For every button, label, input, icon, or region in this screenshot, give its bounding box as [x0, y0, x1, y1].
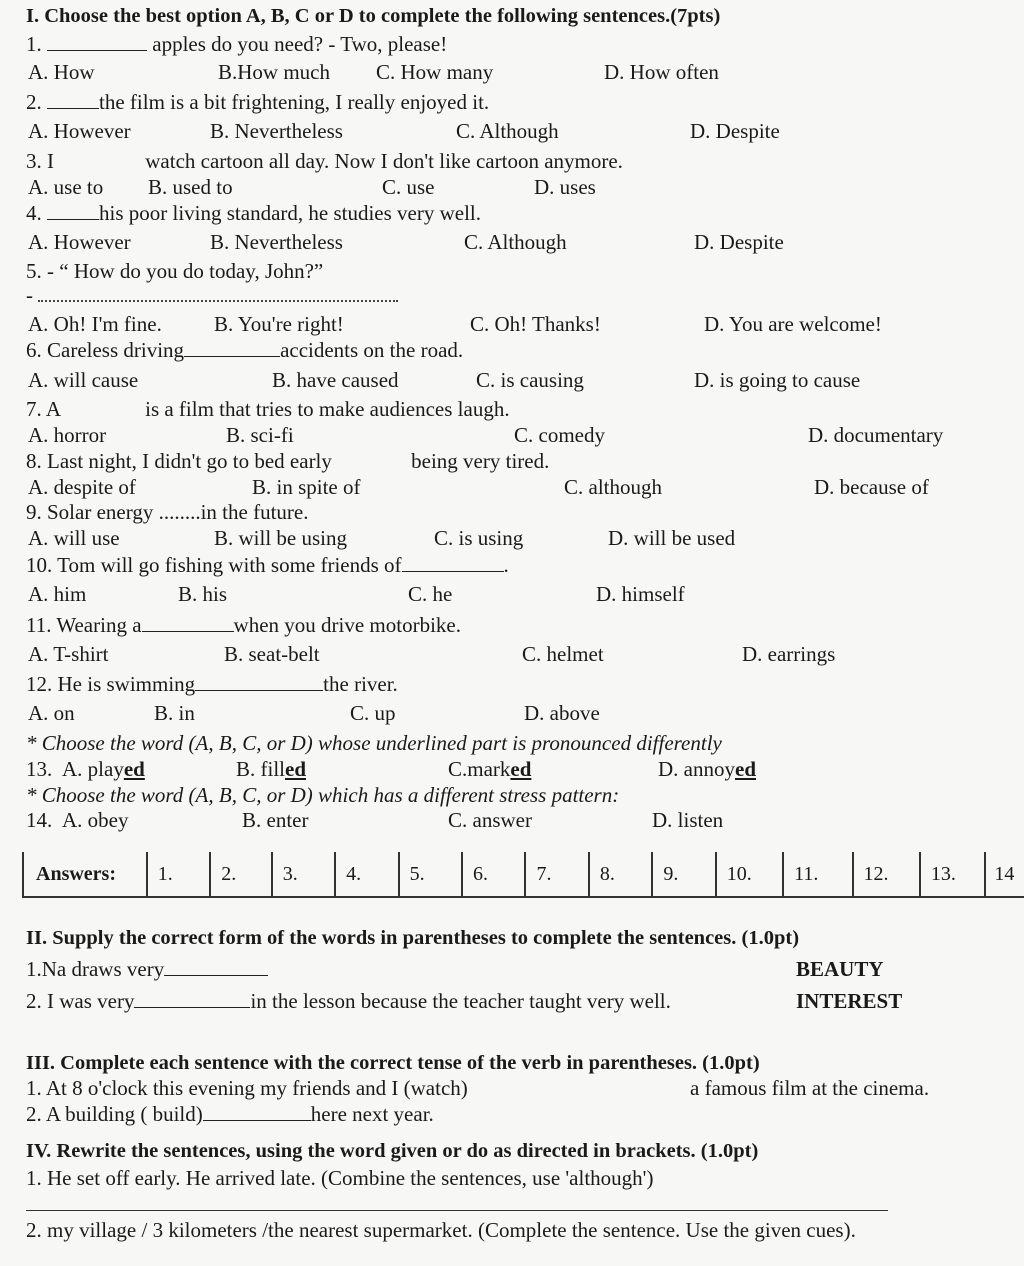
question-2: 2. the film is a bit frightening, I really enjoyed it.	[26, 90, 490, 114]
q12-option-c: C. up	[350, 701, 396, 725]
question-12: 12. He is swimming the river.	[26, 672, 398, 696]
q3-option-d: D. uses	[534, 175, 596, 199]
rewrite-answer-line[interactable]	[26, 1210, 888, 1211]
s2-question-2: 2. I was very in the lesson because the teacher taught very well.	[26, 989, 671, 1013]
answer-cell[interactable]: 6.	[463, 852, 526, 896]
s2-q1-word: BEAUTY	[796, 957, 884, 981]
q7-option-b: B. sci-fi	[226, 423, 294, 447]
answer-cell[interactable]: 14	[994, 862, 1015, 885]
answer-cell[interactable]: 8.	[590, 852, 653, 896]
q8-option-b: B. in spite of	[252, 475, 361, 499]
question-6: 6. Careless driving accidents on the road.	[26, 338, 464, 362]
q9-option-c: C. is using	[434, 526, 524, 550]
answer-blank[interactable]	[164, 959, 268, 976]
answer-cell[interactable]: 3.	[273, 852, 336, 896]
q8-option-c: C. although	[564, 475, 662, 499]
s4-question-1: 1. He set off early. He arrived late. (Combine the sentences, use 'although')	[26, 1166, 654, 1190]
underlined-part: ed	[510, 757, 532, 781]
q6-option-c: C. is causing	[476, 368, 584, 392]
answer-blank[interactable]	[142, 615, 234, 632]
q13-option-d: D. annoyed	[658, 757, 756, 781]
dotted-answer-line[interactable]	[38, 290, 398, 302]
q13-option-c: C.marked	[448, 757, 532, 781]
q12-option-a: A. on	[28, 701, 75, 725]
s3-question-2: 2. A building ( build) here next year.	[26, 1102, 434, 1126]
q12-option-b: B. in	[154, 701, 195, 725]
q10-option-d: D. himself	[596, 582, 685, 606]
answer-cell[interactable]: 7.	[526, 852, 589, 896]
underlined-part: ed	[735, 757, 756, 781]
q1-option-c: C. How many	[376, 60, 494, 84]
q14-option-b: B. enter	[242, 808, 309, 832]
answers-label: Answers:	[24, 852, 148, 896]
q7-option-a: A. horror	[28, 423, 107, 447]
q5-option-b: B. You're right!	[214, 312, 344, 336]
q6-option-d: D. is going to cause	[694, 368, 861, 392]
underlined-part: ed	[285, 757, 307, 781]
answer-cell[interactable]: 5.	[400, 852, 463, 896]
q1-option-b: B.How much	[218, 60, 330, 84]
q8-option-d: D. because of	[814, 475, 929, 499]
question-5: 5. - “ How do you do today, John?”	[26, 259, 324, 283]
q3-option-c: C. use	[382, 175, 435, 199]
s3-question-1: 1. At 8 o'clock this evening my friends and I (watch)	[26, 1076, 468, 1100]
q8-option-a: A. despite of	[28, 475, 136, 499]
q11-option-d: D. earrings	[742, 642, 836, 666]
q6-option-b: B. have caused	[272, 368, 399, 392]
q6-option-a: A. will cause	[28, 368, 139, 392]
answer-cell[interactable]: 2.	[211, 852, 272, 896]
q10-option-a: A. him	[28, 582, 87, 606]
answer-cell[interactable]: 1.	[148, 852, 211, 896]
q10-option-b: B. his	[178, 582, 228, 606]
answer-blank[interactable]	[47, 34, 147, 51]
answer-blank[interactable]	[134, 991, 250, 1008]
q2-option-a: A. However	[28, 119, 131, 143]
question-1: 1. apples do you need? - Two, please!	[26, 32, 448, 56]
answer-blank[interactable]	[47, 203, 99, 220]
q12-option-d: D. above	[524, 701, 600, 725]
q9-option-d: D. will be used	[608, 526, 736, 550]
q1-option-a: A. How	[28, 60, 95, 84]
dotted-blank[interactable]: ........	[158, 500, 201, 524]
section-4-heading: IV. Rewrite the sentences, using the word given or do as directed in brackets. (1.0pt)	[26, 1140, 759, 1162]
question-4: 4. his poor living standard, he studies very well.	[26, 201, 482, 225]
question-8: 8. Last night, I didn't go to bed early being very tired.	[26, 449, 550, 473]
answer-cell[interactable]: 9.	[653, 852, 716, 896]
q14-option-c: C. answer	[448, 808, 532, 832]
q13-option-a: A. played	[62, 757, 145, 781]
underlined-part: ed	[123, 757, 145, 781]
q4-option-a: A. However	[28, 230, 131, 254]
s2-question-1: 1.Na draws very	[26, 957, 268, 981]
answer-blank[interactable]	[47, 92, 99, 109]
answer-cell[interactable]: 12.	[854, 852, 921, 896]
q14-option-a: A. obey	[62, 808, 129, 832]
answer-gap[interactable]	[524, 1076, 684, 1098]
stress-instruction: * Choose the word (A, B, C, or D) which has a different stress pattern:	[26, 783, 620, 807]
answer-blank[interactable]	[402, 555, 504, 572]
answer-blank[interactable]	[203, 1104, 311, 1121]
q1-option-d: D. How often	[604, 60, 719, 84]
answer-blank[interactable]	[184, 340, 280, 357]
s3-question-1-end: a famous film at the cinema.	[690, 1076, 930, 1100]
q5-option-c: C. Oh! Thanks!	[470, 312, 601, 336]
q11-option-b: B. seat-belt	[224, 642, 320, 666]
answer-cell[interactable]: 10.	[717, 852, 784, 896]
question-13-number: 13.	[26, 757, 53, 781]
q9-option-b: B. will be using	[214, 526, 348, 550]
q3-option-a: A. use to	[28, 175, 104, 199]
q9-option-a: A. will use	[28, 526, 120, 550]
q11-option-a: A. T-shirt	[28, 642, 109, 666]
s2-q2-word: INTEREST	[796, 989, 903, 1013]
q5-option-d: D. You are welcome!	[704, 312, 882, 336]
q2-option-c: C. Although	[456, 119, 559, 143]
answer-cell[interactable]: 11.	[784, 852, 853, 896]
question-10: 10. Tom will go fishing with some friends of .	[26, 553, 509, 577]
answer-blank[interactable]	[195, 674, 323, 691]
q11-option-c: C. helmet	[522, 642, 604, 666]
section-1-heading: I. Choose the best option A, B, C or D to complete the following sentences.(7pts)	[26, 5, 721, 27]
q13-option-b: B. filled	[236, 757, 307, 781]
question-11: 11. Wearing a when you drive motorbike.	[26, 613, 461, 637]
question-14-number: 14.	[26, 808, 53, 832]
q5-response-line[interactable]: -	[26, 283, 398, 307]
q4-option-c: C. Although	[464, 230, 567, 254]
q14-option-d: D. listen	[652, 808, 724, 832]
answer-cell[interactable]: 4.	[336, 852, 399, 896]
s4-question-2: 2. my village / 3 kilometers /the nearest supermarket. (Complete the sentence. Use the given cues).	[26, 1218, 856, 1242]
question-9: 9. Solar energy ........in the future.	[26, 500, 309, 524]
section-3-heading: III. Complete each sentence with the correct tense of the verb in parentheses. (1.0pt)	[26, 1052, 760, 1074]
q2-option-d: D. Despite	[690, 119, 780, 143]
q5-option-a: A. Oh! I'm fine.	[28, 312, 162, 336]
q4-option-d: D. Despite	[694, 230, 784, 254]
pronunciation-instruction: * Choose the word (A, B, C, or D) whose underlined part is pronounced differently	[26, 731, 722, 755]
q7-option-c: C. comedy	[514, 423, 605, 447]
section-2-heading: II. Supply the correct form of the words in parentheses to complete the sentences. (1.0pt)	[26, 927, 800, 949]
q7-option-d: D. documentary	[808, 423, 944, 447]
answers-table	[22, 852, 1024, 898]
q3-option-b: B. used to	[148, 175, 233, 199]
answer-cell[interactable]: 13.	[921, 852, 986, 896]
question-3: 3. I watch cartoon all day. Now I don't like cartoon anymore.	[26, 149, 623, 173]
q10-option-c: C. he	[408, 582, 453, 606]
q4-option-b: B. Nevertheless	[210, 230, 343, 254]
question-7: 7. A is a film that tries to make audiences laugh.	[26, 397, 510, 421]
q2-option-b: B. Nevertheless	[210, 119, 343, 143]
